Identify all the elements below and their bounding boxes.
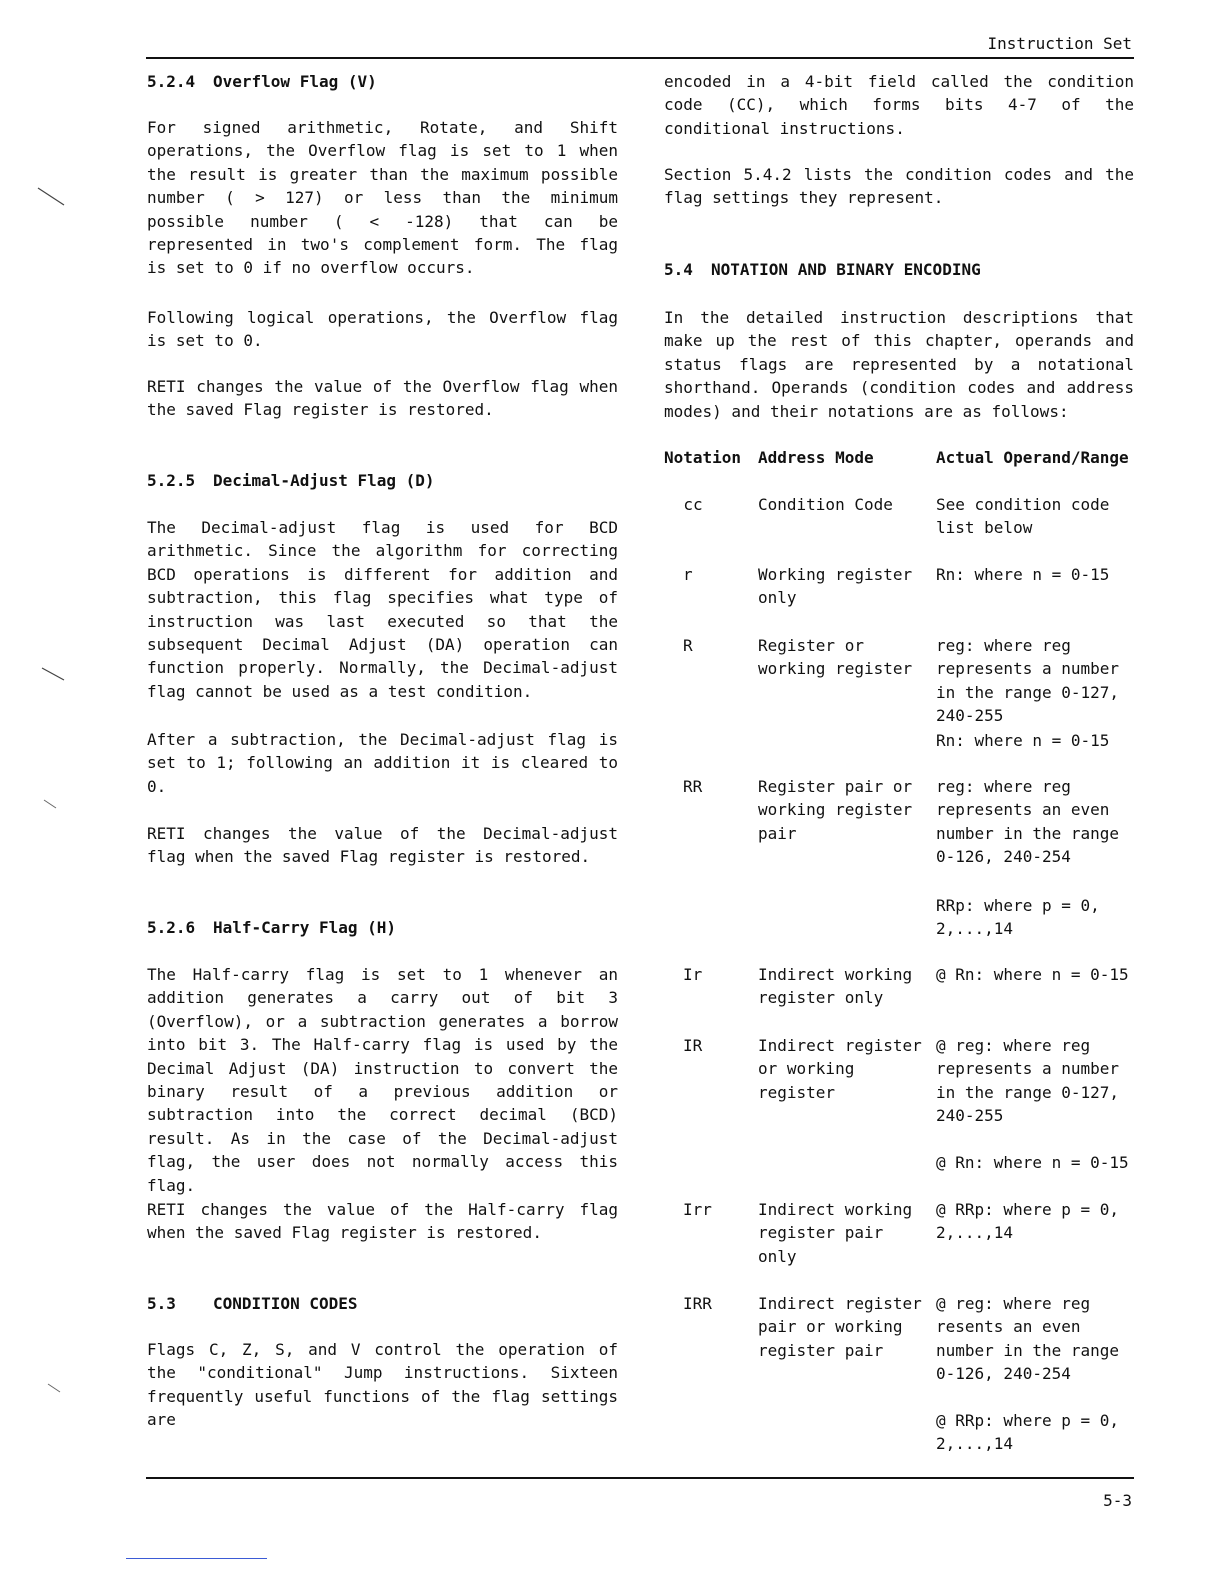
table-cell-notation: IRR — [683, 1294, 712, 1313]
table-cell-range: @ reg: where reg represents a number in the range 0-127, 240-255 — [936, 1036, 1120, 1126]
table-cell-range: @ reg: where reg resents an even number in the range 0-126, 240-254 — [936, 1294, 1120, 1384]
table-cell-range: Rn: where n = 0-15 — [936, 565, 1110, 584]
table-header: Address Mode — [758, 448, 874, 467]
section-5-3 — [147, 1292, 618, 1315]
table-cell-range: @ Rn: where n = 0-15 — [936, 965, 1129, 984]
table-cell-mode: Working register only — [758, 565, 913, 608]
paragraph: The Decimal-adjust flag is used for BCD arithmetic. Since the algorithm for correcting BCD operations is different for addition and subtraction, this flag specifies what type of instruction was last executed so that the subsequent Decimal Adjust (DA) operation can function properly. Normally, the Decimal-adjust flag cannot be used as a test condition. — [147, 518, 618, 701]
paragraph: After a subtraction, the Decimal-adjust flag is set to 1; following an addition it is cleared to 0. — [147, 730, 618, 796]
table-cell-range: reg: where reg represents a number in the range 0-127, 240-255 — [936, 636, 1120, 726]
section-5-2-6 — [147, 916, 618, 939]
table-cell-mode: Indirect register pair or working register pair — [758, 1294, 922, 1360]
table-cell-notation: cc — [683, 495, 703, 514]
section-heading: 5.3 CONDITION CODES — [147, 1294, 358, 1313]
top-rule — [146, 57, 1134, 59]
running-header-title: Instruction Set — [987, 34, 1132, 53]
table-cell-mode: Indirect working register pair only — [758, 1200, 913, 1266]
section-heading: 5.4 NOTATION AND BINARY ENCODING — [664, 260, 981, 279]
section-heading: 5.2.5 Decimal-Adjust Flag (D) — [147, 471, 435, 490]
section-heading: 5.2.4 Overflow Flag (V) — [147, 72, 377, 91]
margin-scan-marks — [0, 0, 80, 1584]
table-cell-range: See condition code list below — [936, 495, 1110, 538]
paragraph: RETI changes the value of the Decimal-adjust flag when the saved Flag register is restored. — [147, 824, 618, 867]
paragraph: Following logical operations, the Overflow flag is set to 0. — [147, 308, 618, 351]
section-heading: 5.2.6 Half-Carry Flag (H) — [147, 918, 397, 937]
paragraph: RETI changes the value of the Half-carry flag when the saved Flag register is restored. — [147, 1200, 618, 1243]
table-cell-range-extra: @ RRp: where p = 0, 2,...,14 — [936, 1411, 1120, 1454]
table-cell-mode: Register or working register — [758, 636, 913, 679]
section-5-4 — [664, 258, 1134, 281]
section-5-2-5 — [147, 469, 618, 492]
table-cell-notation: Ir — [683, 965, 703, 984]
paragraph: In the detailed instruction descriptions that make up the rest of this chapter, operands and status flags are represented by a notational shorthand. Operands (condition codes and address modes) and their notations are as follows: — [664, 308, 1134, 421]
table-cell-range: reg: where reg represents an even number in the range 0-126, 240-254 — [936, 777, 1120, 867]
table-cell-notation: R — [683, 636, 693, 655]
table-cell-notation: IR — [683, 1036, 703, 1055]
table-cell-range: @ RRp: where p = 0, 2,...,14 — [936, 1200, 1120, 1243]
table-header: Actual Operand/Range — [936, 448, 1129, 467]
table-cell-mode: Condition Code — [758, 495, 893, 514]
paragraph: For signed arithmetic, Rotate, and Shift operations, the Overflow flag is set to 1 when the result is greater than the maximum possible number ( > 127) or less than the minimum possible number ( < -128) that can be represented in two's complement form. The flag is set to 0 if no overflow occurs. — [147, 118, 618, 278]
paragraph: RETI changes the value of the Overflow flag when the saved Flag register is restored. — [147, 377, 618, 420]
table-cell-notation: Irr — [683, 1200, 712, 1219]
paragraph: The Half-carry flag is set to 1 whenever an addition generates a carry out of bit 3 (Overflow), or a subtraction generates a borrow into bit 3. The Half-carry flag is used by the Decimal Adjust (DA) instruction to convert the binary result of a previous addition or subtraction into the correct decimal (BCD) result. As in the case of the Decimal-adjust flag, the user does not normally access this flag. — [147, 965, 618, 1195]
page-number: 5-3 — [1103, 1491, 1132, 1510]
scan-artifact-line — [126, 1558, 267, 1559]
table-cell-notation: RR — [683, 777, 703, 796]
table-cell-mode: Indirect working register only — [758, 965, 913, 1008]
bottom-rule — [146, 1477, 1134, 1479]
table-header: Notation — [664, 448, 742, 467]
table-cell-range-extra: RRp: where p = 0, 2,...,14 — [936, 896, 1100, 939]
table-cell-range-extra: @ Rn: where n = 0-15 — [936, 1153, 1129, 1172]
table-cell-mode: Register pair or working register pair — [758, 777, 913, 843]
table-cell-notation: r — [683, 565, 693, 584]
table-cell-range-extra: Rn: where n = 0-15 — [936, 731, 1110, 750]
paragraph: encoded in a 4-bit field called the condition code (CC), which forms bits 4-7 of the conditional instructions. — [664, 72, 1134, 138]
table-cell-mode: Indirect register or working register — [758, 1036, 922, 1102]
paragraph: Flags C, Z, S, and V control the operation of the "conditional" Jump instructions. Sixteen frequently useful functions of the flag settings are — [147, 1340, 618, 1430]
paragraph: Section 5.4.2 lists the condition codes and the flag settings they represent. — [664, 165, 1134, 208]
section-5-2-4 — [147, 70, 618, 93]
